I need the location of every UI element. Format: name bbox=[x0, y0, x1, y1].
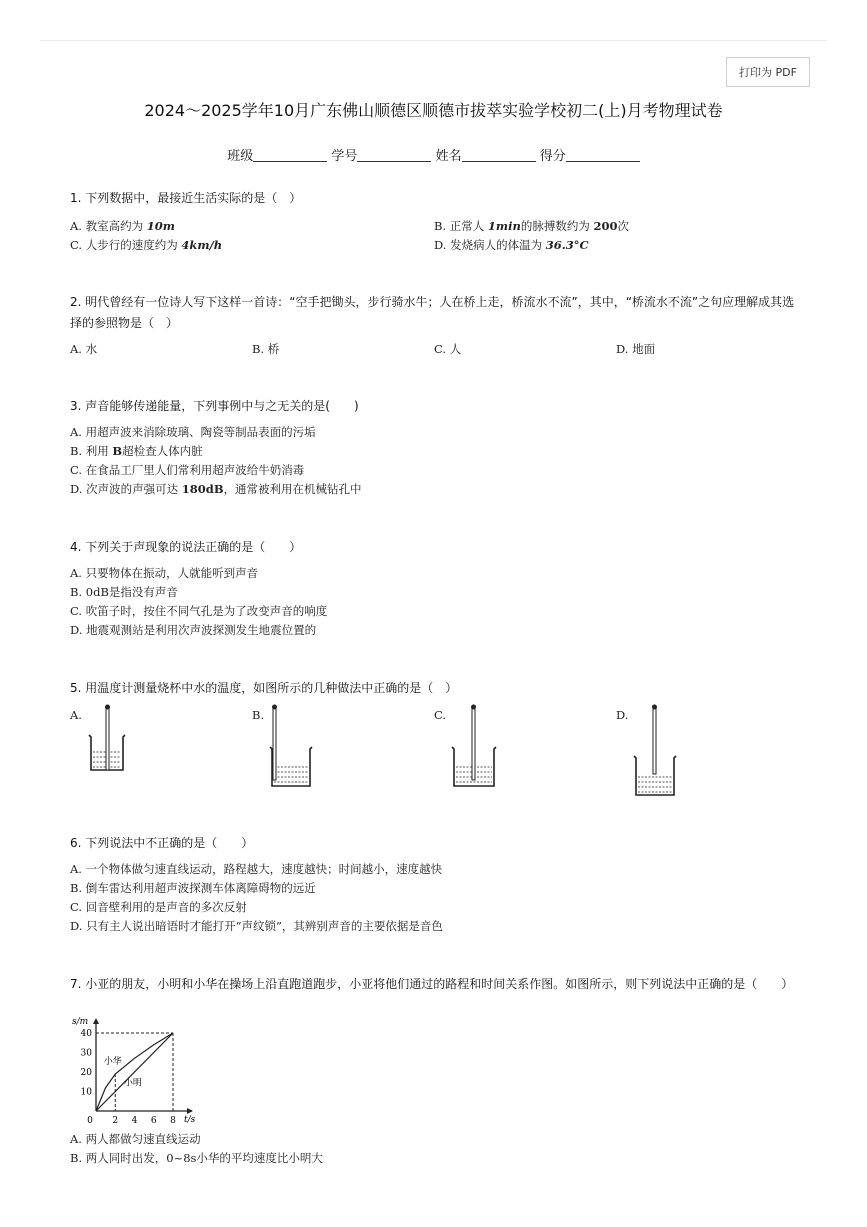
q3-b-text2: 超检查人体内脏 bbox=[122, 444, 203, 458]
q1-b-text3: 次 bbox=[617, 219, 629, 233]
q6-option-c[interactable]: C. 回音壁利用的是声音的多次反射 bbox=[70, 900, 247, 914]
q1-option-d[interactable] bbox=[434, 237, 589, 253]
series-line-2 bbox=[96, 1033, 173, 1111]
top-divider bbox=[40, 40, 827, 41]
x-tick-label: 2 bbox=[112, 1116, 119, 1126]
q6-option-d[interactable]: D. 只有主人说出暗语时才能打开“声纹锁”，其辨别声音的主要依据是音色 bbox=[70, 919, 443, 933]
x-axis-arrow bbox=[187, 1108, 193, 1114]
q6-stem: 6. 下列说法中不正确的是（ ） bbox=[70, 836, 254, 850]
q2-option-d[interactable]: D. 地面 bbox=[616, 342, 656, 356]
x-tick-label: 8 bbox=[170, 1116, 176, 1126]
series-label-1: 小华 bbox=[103, 1057, 122, 1068]
q5-option-a[interactable]: A. bbox=[70, 708, 82, 722]
q1-a-text: A. 教室高约为 bbox=[70, 219, 147, 233]
y-tick-label: 10 bbox=[80, 1087, 92, 1098]
q1-b-text2: 的脉搏数约为 bbox=[520, 219, 594, 233]
q7-option-a[interactable]: A. 两人都做匀速直线运动 bbox=[70, 1132, 201, 1146]
q2-stem: 2. 明代曾经有一位诗人写下这样一首诗：“空手把锄头，步行骑水牛；人在桥上走，桥流水不流”，其中，“桥流水不流”之句应理解成其选择的参照物是（ ） bbox=[70, 295, 795, 330]
series-label-2: 小明 bbox=[123, 1078, 142, 1089]
beaker-d-figure bbox=[632, 702, 682, 798]
name-blank bbox=[462, 148, 536, 162]
y-tick-label: 40 bbox=[80, 1029, 92, 1039]
q3-d-text2: ，通常被利用在机械钻孔中 bbox=[223, 482, 362, 496]
q7-option-b[interactable]: B. 两人同时出发，0~8s小华的平均速度比小明大 bbox=[70, 1151, 323, 1165]
y-axis-arrow bbox=[93, 1018, 99, 1024]
class-label: 班级 bbox=[227, 149, 254, 164]
q1-b-value2: 200 bbox=[593, 219, 618, 233]
q1-c-text: C. 人步行的速度约为 bbox=[70, 238, 182, 252]
q4-option-b[interactable]: B. 0dB是指没有声音 bbox=[70, 585, 178, 599]
q4-option-c[interactable]: C. 吹笛子时，按住不同气孔是为了改变声音的响度 bbox=[70, 604, 328, 618]
id-blank bbox=[357, 148, 431, 162]
q4-stem: 4. 下列关于声现象的说法正确的是（ ） bbox=[70, 540, 302, 554]
q6-option-a[interactable]: A. 一个物体做匀速直线运动，路程越大，速度越快；时间越小，速度越快 bbox=[70, 862, 443, 876]
x-tick-label: 6 bbox=[150, 1116, 157, 1126]
q4-option-d[interactable]: D. 地震观测站是利用次声波探测发生地震位置的 bbox=[70, 623, 317, 637]
beaker-a-figure bbox=[85, 702, 133, 774]
q2-option-b[interactable]: B. 桥 bbox=[252, 342, 280, 356]
q3-b-value: B bbox=[112, 444, 123, 458]
q3-option-b[interactable] bbox=[70, 443, 203, 459]
q1-stem: 1. 下列数据中，最接近生活实际的是（ ） bbox=[70, 191, 302, 205]
print-pdf-button[interactable]: 打印为 PDF bbox=[726, 57, 810, 87]
q1-a-value: 10m bbox=[146, 219, 175, 233]
name-label: 姓名 bbox=[435, 149, 462, 164]
x-tick-label: 4 bbox=[131, 1116, 138, 1126]
q1-option-b[interactable] bbox=[434, 218, 629, 234]
y-tick-label: 30 bbox=[80, 1048, 92, 1059]
score-label: 得分 bbox=[539, 149, 566, 164]
q4-option-a[interactable]: A. 只要物体在振动，人就能听到声音 bbox=[70, 566, 259, 580]
q2-option-c[interactable]: C. 人 bbox=[434, 342, 462, 356]
id-label: 学号 bbox=[331, 149, 358, 164]
q5-option-c[interactable]: C. bbox=[434, 708, 447, 722]
class-blank bbox=[253, 148, 327, 162]
q1-option-a[interactable] bbox=[70, 218, 175, 234]
beaker-c-figure bbox=[450, 702, 500, 790]
q3-option-d[interactable] bbox=[70, 481, 362, 497]
y-tick-label: 20 bbox=[80, 1068, 92, 1078]
q3-d-text: D. 次声波的声强可达 bbox=[70, 482, 182, 496]
q3-d-value: 180dB bbox=[181, 482, 224, 496]
q3-stem: 3. 声音能够传递能量，下列事例中与之无关的是( ) bbox=[70, 399, 359, 413]
q1-b-text: B. 正常人 bbox=[434, 219, 488, 233]
q6-option-b[interactable]: B. 倒车雷达利用超声波探测车体离障碍物的远近 bbox=[70, 881, 316, 895]
score-blank bbox=[566, 148, 640, 162]
student-info-line bbox=[0, 145, 867, 164]
x-tick-label: 0 bbox=[87, 1116, 93, 1126]
q7-stem: 7. 小亚的朋友，小明和小华在操场上沿直跑道跑步，小亚将他们通过的路程和时间关系作图。如图所示，则下列说法中正确的是（ ） bbox=[70, 977, 794, 991]
y-axis-label: s/m bbox=[72, 1017, 89, 1027]
page-title: 2024～2025学年10月广东佛山顺德区顺德市拔萃实验学校初二(上)月考物理试卷 bbox=[144, 101, 723, 120]
q5-option-b[interactable]: B. bbox=[252, 708, 265, 722]
st-graph bbox=[66, 1012, 206, 1126]
beaker-b-figure bbox=[268, 702, 318, 790]
q5-option-d[interactable]: D. bbox=[616, 708, 629, 722]
q1-d-text: D. 发烧病人的体温为 bbox=[434, 238, 546, 252]
q1-option-c[interactable] bbox=[70, 237, 222, 253]
q3-option-c[interactable]: C. 在食品工厂里人们常利用超声波给牛奶消毒 bbox=[70, 463, 305, 477]
q1-c-value: 4km/h bbox=[181, 238, 223, 252]
q1-d-value: 36.3°C bbox=[545, 238, 589, 252]
q5-stem: 5. 用温度计测量烧杯中水的温度，如图所示的几种做法中正确的是（ ） bbox=[70, 681, 458, 695]
q1-b-value: 1min bbox=[487, 219, 521, 233]
q3-b-text: B. 利用 bbox=[70, 444, 113, 458]
q3-option-a[interactable]: A. 用超声波来消除玻璃、陶瓷等制品表面的污垢 bbox=[70, 425, 316, 439]
q2-option-a[interactable]: A. 水 bbox=[70, 342, 98, 356]
x-axis-label: t/s bbox=[184, 1115, 196, 1125]
